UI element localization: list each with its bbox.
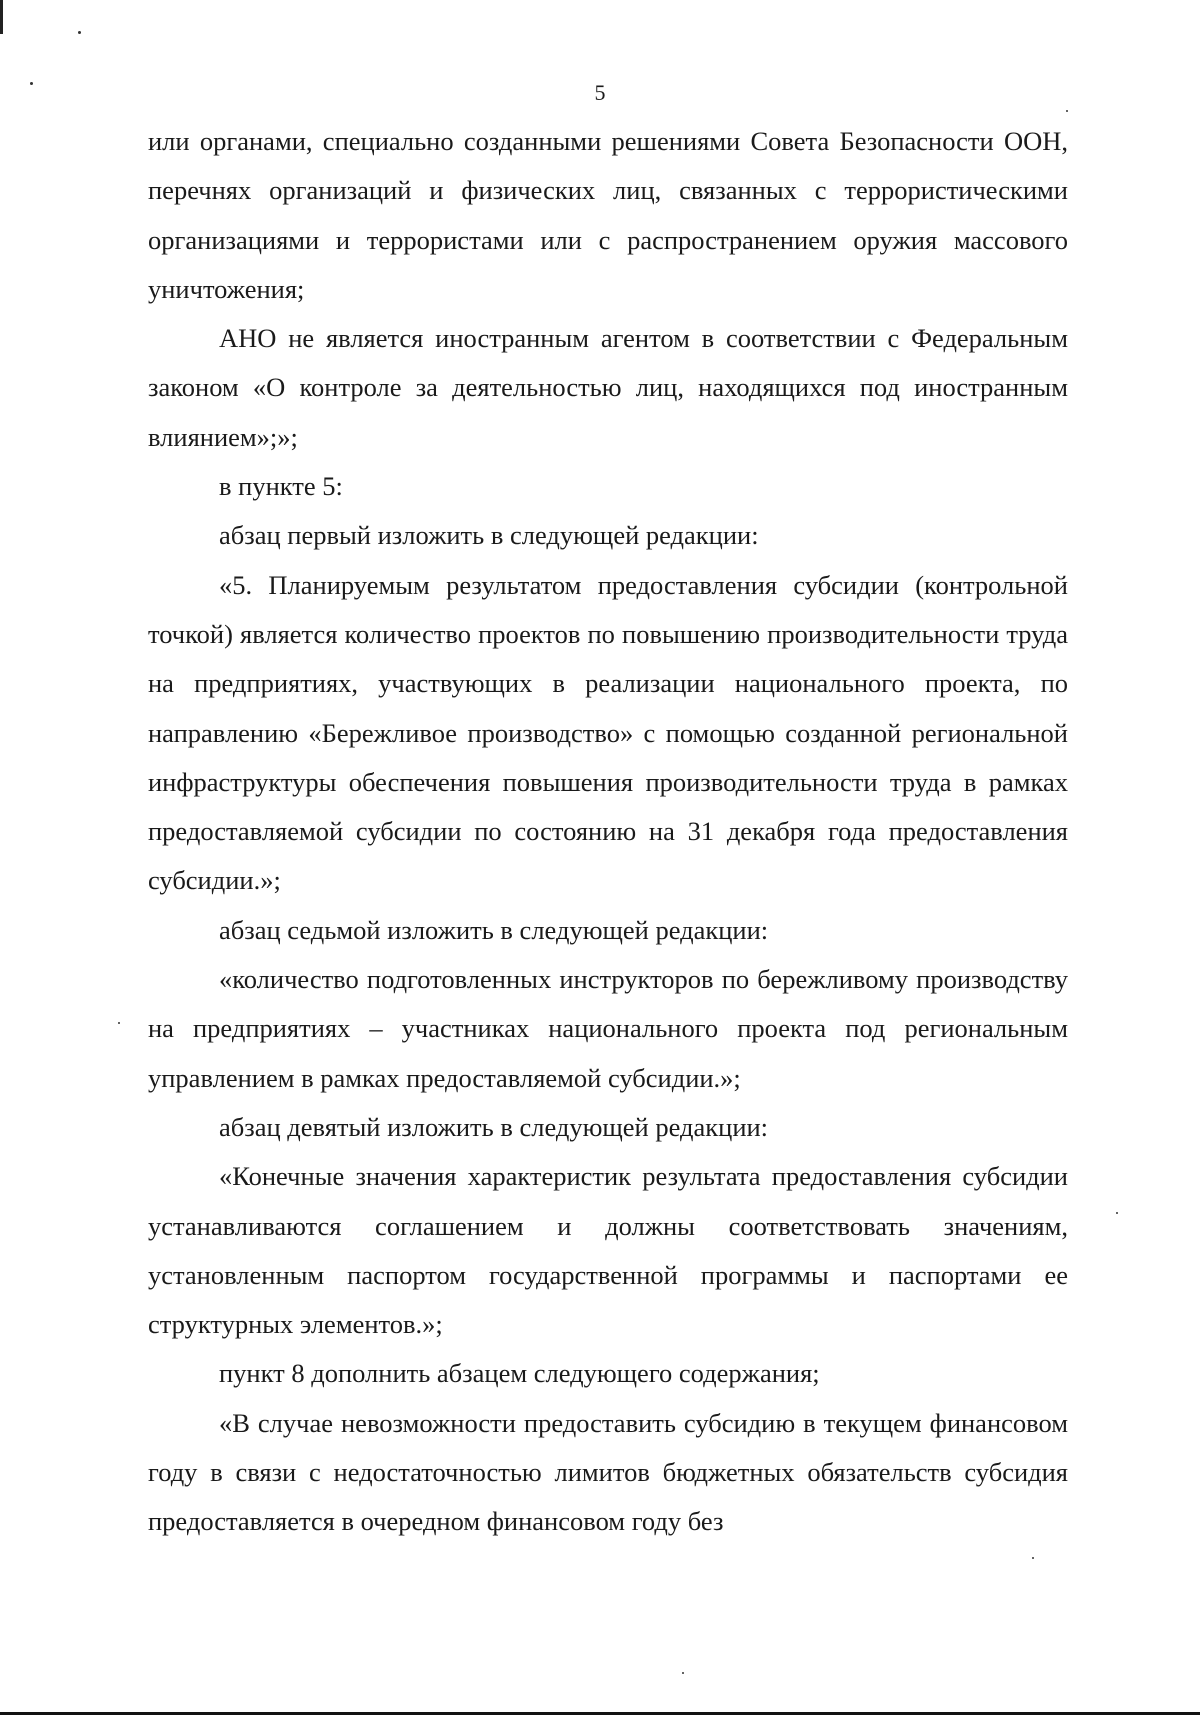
paragraph: в пункте 5: (219, 471, 343, 502)
page-number: 5 (594, 80, 606, 105)
paragraph: «количество подготовленных инструкторов по бережливому производству на предприятиях – участниках национального проекта под региональным управлением в рамках предоставляемой субсидии.»; (148, 964, 1068, 1093)
document-body (148, 117, 1068, 1547)
paragraph: абзац седьмой изложить в следующей редакции: (219, 914, 769, 945)
scan-speck (682, 1672, 684, 1674)
paragraph: абзац первый изложить в следующей редакции: (219, 520, 759, 551)
scan-speck (1066, 110, 1068, 112)
paragraph: абзац девятый изложить в следующей редакции: (219, 1111, 769, 1142)
scan-speck (1032, 1557, 1034, 1559)
paragraph: или органами, специально созданными решениями Совета Безопасности ООН, перечнях организаций и физических лиц, связанных с террористическими организациями и террористами или с распространением оружия массового уничтожения; (148, 126, 1068, 304)
paragraph: пункт 8 дополнить абзацем следующего содержания; (219, 1358, 820, 1389)
paragraph: АНО не является иностранным агентом в соответствии с Федеральным законом «О контроле за деятельностью лиц, находящихся под иностранным влиянием»;»; (148, 323, 1068, 452)
scan-edge-mark (0, 0, 3, 34)
paragraph: «5. Планируемым результатом предоставления субсидии (контрольной точкой) является количество проектов по повышению производительности труда на предприятиях, участвующих в реализации национального проекта, по направлению «Бережливое производство» с помощью созданной региональной инфраструктуры обеспечения повышения производительности труда в рамках предоставляемой субсидии по состоянию на 31 декабря года предоставления субсидии.»; (148, 569, 1068, 896)
paragraph: «Конечные значения характеристик результата предоставления субсидии устанавливаются соглашением и должны соответствовать значениям, установленным паспортом государственной программы и паспортами ее структурных элементов.»; (148, 1161, 1068, 1340)
paragraph: «В случае невозможности предоставить субсидию в текущем финансовом году в связи с недостаточностью лимитов бюджетных обязательств субсидия предоставляется в очередном финансовом году без (148, 1407, 1068, 1537)
scan-speck (78, 31, 81, 34)
scan-speck (118, 1022, 120, 1024)
scan-speck (1116, 1212, 1118, 1214)
